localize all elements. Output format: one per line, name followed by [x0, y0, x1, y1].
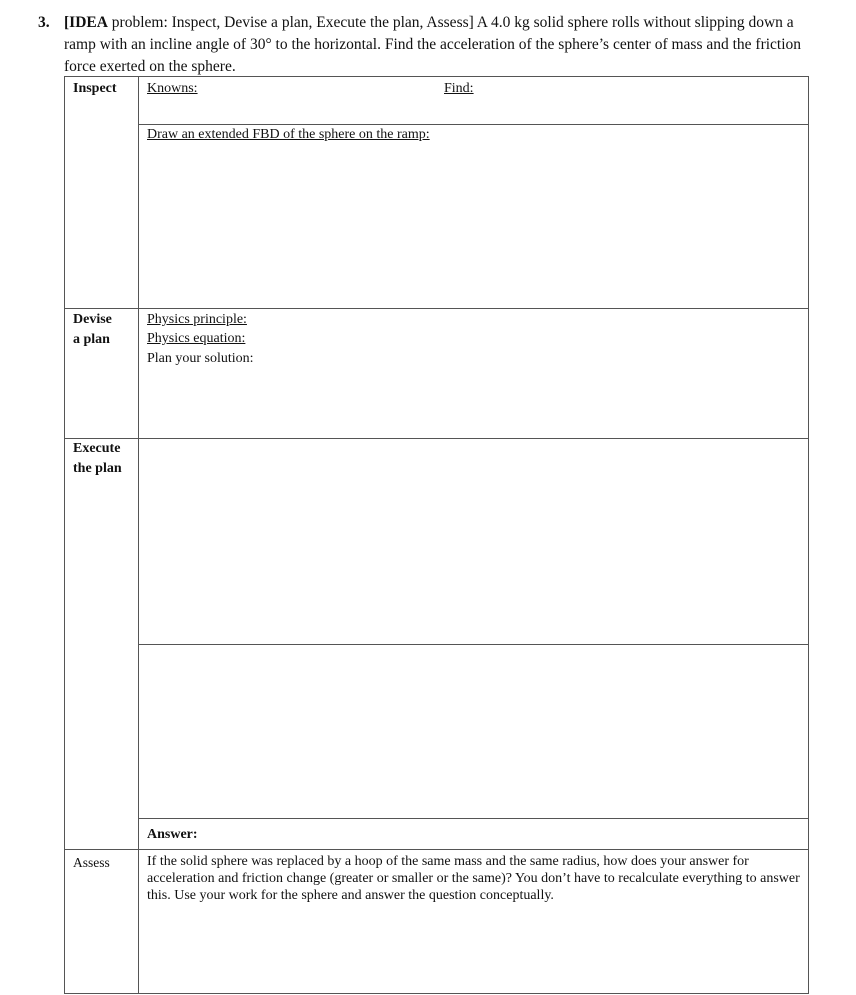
- label-column-divider: [138, 76, 139, 994]
- row-label-devise-line2: a plan: [73, 332, 110, 347]
- divider-work-answer: [138, 818, 809, 819]
- fbd-instruction: Draw an extended FBD of the sphere on the ramp:: [147, 127, 430, 142]
- problem-statement: [38, 12, 814, 78]
- problem-body: problem: Inspect, Devise a plan, Execute the plan, Assess] A 4.0 kg solid sphere rolls without slipping down a ramp with an incline angle of 30° to the horizontal. Find the acceleration of the sphere’s center of mass and the friction force exerted on the sphere.: [64, 14, 802, 75]
- row-label-assess: Assess: [73, 855, 110, 870]
- assess-question: If the solid sphere was replaced by a hoop of the same mass and the same radius, how does your answer for acceleration and friction change (greater or smaller or the same)? You don’t have to recalculate everything to answer this. Use your work for the sphere and answer the question conceptually.: [147, 854, 800, 903]
- divider-execute-work: [138, 644, 809, 645]
- answer-label: Answer:: [147, 827, 198, 842]
- divider-inspect-devise: [64, 308, 809, 309]
- row-label-execute: [73, 439, 122, 479]
- plan-solution-label: Plan your solution:: [147, 351, 254, 366]
- find-label: Find:: [444, 81, 474, 96]
- row-label-devise-line1: Devise: [73, 312, 112, 327]
- divider-devise-execute: [64, 438, 809, 439]
- row-label-devise: [73, 310, 112, 350]
- divider-execute-assess: [64, 849, 809, 850]
- physics-principle-label: Physics principle:: [147, 312, 247, 327]
- row-label-execute-line1: Execute: [73, 441, 121, 456]
- problem-tag: [IDEA: [64, 14, 108, 31]
- knowns-label: Knowns:: [147, 81, 198, 96]
- problem-text: [64, 12, 814, 78]
- physics-equation-label: Physics equation:: [147, 331, 246, 346]
- row-label-inspect: Inspect: [73, 81, 117, 96]
- row-label-execute-line2: the plan: [73, 461, 122, 476]
- problem-number: 3.: [38, 14, 50, 31]
